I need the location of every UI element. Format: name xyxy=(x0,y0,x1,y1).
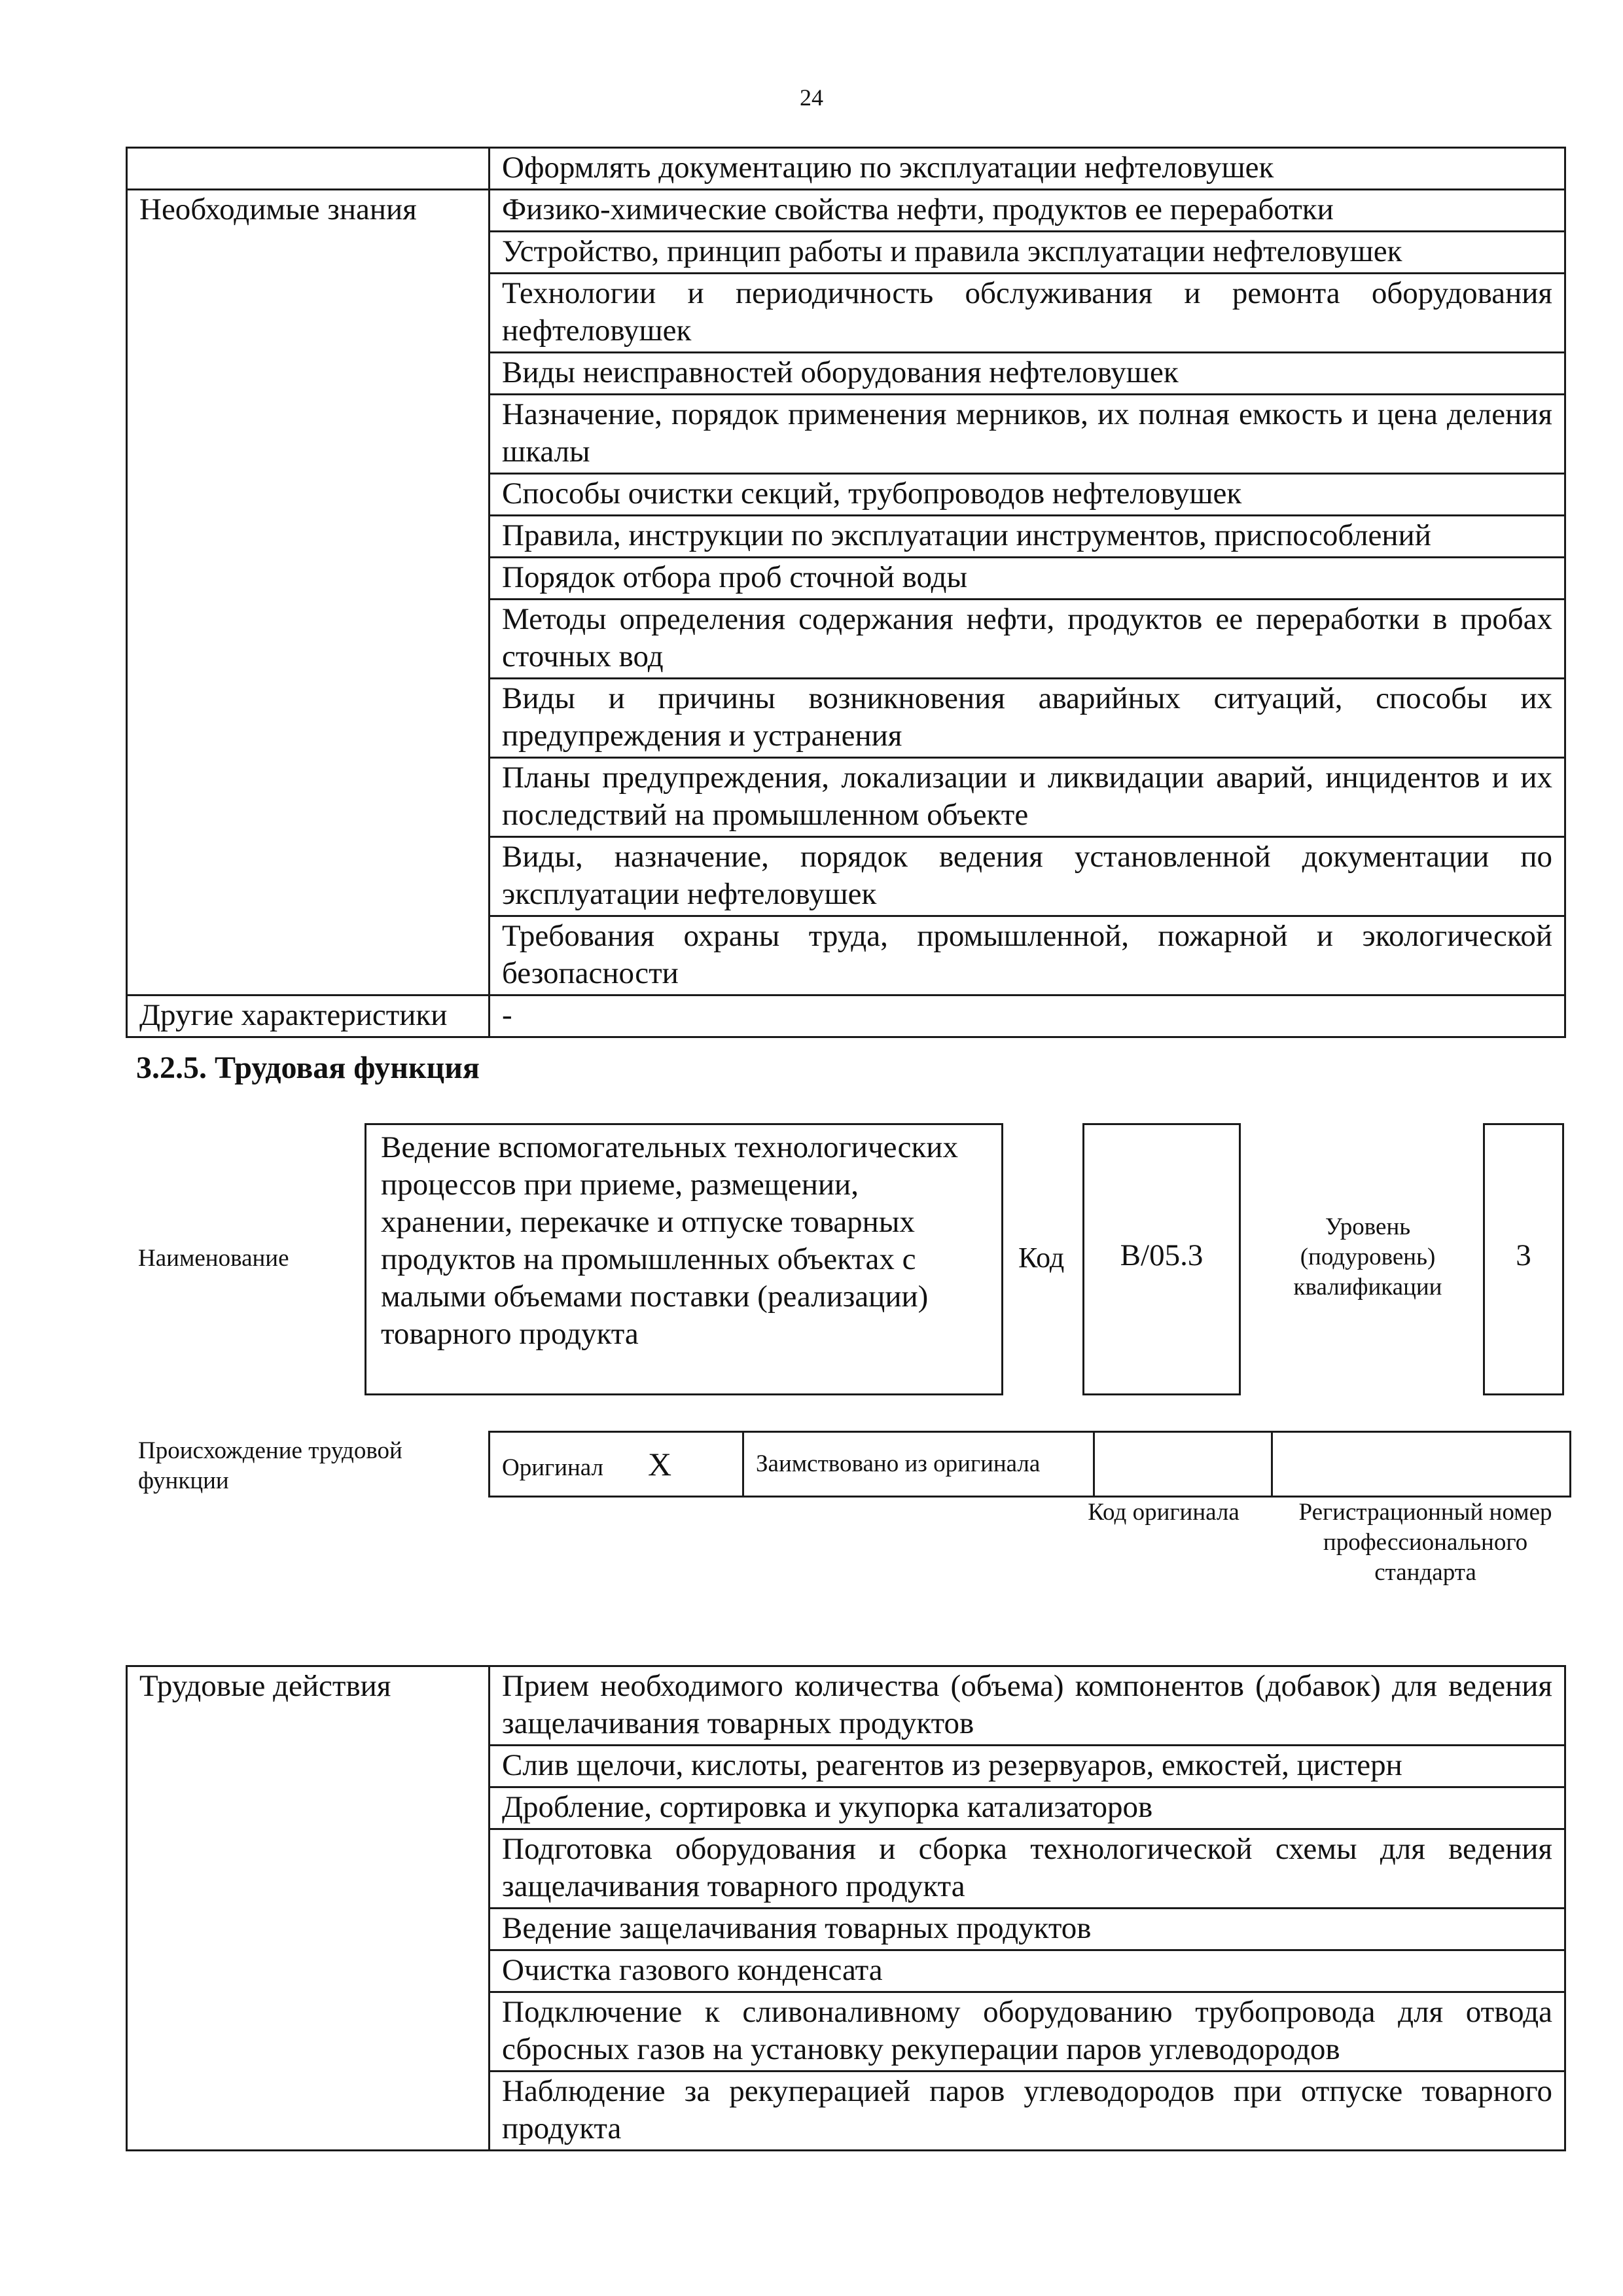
row-text: Виды, назначение, порядок ведения установленной документации по эксплуатации нефтеловушек xyxy=(490,837,1565,916)
code-caption: Код оригинала xyxy=(1088,1499,1240,1526)
row-text: Наблюдение за рекуперацией паров углеводородов при отпуске товарного продукта xyxy=(490,2072,1565,2151)
row-text: Прием необходимого количества (объема) компонентов (добавок) для ведения защелачивания товарных продуктов xyxy=(490,1666,1565,1746)
row-label xyxy=(127,148,490,190)
row-text: Планы предупреждения, локализации и ликвидации аварий, инцидентов и их последствий на промышленном объекте xyxy=(490,758,1565,837)
original-cell xyxy=(490,1432,743,1497)
row-text: - xyxy=(490,996,1565,1037)
table-row xyxy=(127,996,1565,1037)
row-text: Устройство, принцип работы и правила эксплуатации нефтеловушек xyxy=(490,232,1565,274)
row-text: Ведение защелачивания товарных продуктов xyxy=(490,1909,1565,1950)
row-text: Способы очистки секций, трубопроводов нефтеловушек xyxy=(490,474,1565,516)
row-text: Методы определения содержания нефти, продуктов ее переработки в пробах сточных вод xyxy=(490,600,1565,679)
borrowed-label: Заимствовано из оригинала xyxy=(743,1432,1094,1497)
row-text: Дробление, сортировка и укупорка катализаторов xyxy=(490,1787,1565,1829)
table-row xyxy=(490,1432,1571,1497)
row-text: Подготовка оборудования и сборка технологической схемы для ведения защелачивания товарного продукта xyxy=(490,1829,1565,1909)
registration-number-cell xyxy=(1272,1432,1571,1497)
actions-table xyxy=(126,1665,1566,2151)
row-text: Правила, инструкции по эксплуатации инструментов, приспособлений xyxy=(490,516,1565,558)
row-text: Подключение к сливоналивному оборудованию трубопровода для отвода сбросных газов на установку рекуперации паров углеводородов xyxy=(490,1992,1565,2072)
page-number: 24 xyxy=(800,84,823,111)
table-row xyxy=(127,190,1565,232)
level-label: Уровень (подуровень) квалификации xyxy=(1293,1213,1442,1300)
row-text: Виды неисправностей оборудования нефтеловушек xyxy=(490,353,1565,395)
original-code-cell xyxy=(1094,1432,1272,1497)
origin-table xyxy=(488,1431,1571,1498)
registration-caption: Регистрационный номер профессионального стандарта xyxy=(1298,1499,1552,1586)
function-name-box: Ведение вспомогательных технологических процессов при приеме, размещении, хранении, перекачке и отпуске товарных продуктов на промышленных объектах с малыми объемами поставки (реализации) товарного продукта xyxy=(365,1123,1003,1395)
name-label: Наименование xyxy=(138,1245,289,1272)
table-row xyxy=(127,148,1565,190)
section-title: 3.2.5. Трудовая функция xyxy=(136,1050,480,1085)
row-text: Порядок отбора проб сточной воды xyxy=(490,558,1565,600)
knowledge-table xyxy=(126,147,1566,1038)
code-box: B/05.3 xyxy=(1082,1123,1241,1395)
origin-label: Происхождение трудовой функции xyxy=(138,1437,402,1494)
row-label-other-characteristics: Другие характеристики xyxy=(127,996,490,1037)
row-text: Слив щелочи, кислоты, реагентов из резервуаров, емкостей, цистерн xyxy=(490,1746,1565,1787)
row-text: Виды и причины возникновения аварийных ситуаций, способы их предупреждения и устранения xyxy=(490,679,1565,758)
row-text: Требования охраны труда, промышленной, пожарной и экологической безопасности xyxy=(490,916,1565,996)
original-label: Оригинал xyxy=(502,1454,604,1481)
row-text: Оформлять документацию по эксплуатации нефтеловушек xyxy=(490,148,1565,190)
table-row xyxy=(127,1666,1565,1746)
code-label: Код xyxy=(1018,1242,1065,1274)
row-text: Физико-химические свойства нефти, продуктов ее переработки xyxy=(490,190,1565,232)
row-text: Назначение, порядок применения мерников, их полная емкость и цена деления шкалы xyxy=(490,395,1565,474)
row-label-required-knowledge: Необходимые знания xyxy=(127,190,490,996)
row-label-labor-actions: Трудовые действия xyxy=(127,1666,490,2151)
level-box: 3 xyxy=(1483,1123,1564,1395)
original-mark: X xyxy=(648,1446,672,1482)
row-text: Очистка газового конденсата xyxy=(490,1950,1565,1992)
row-text: Технологии и периодичность обслуживания и ремонта оборудования нефтеловушек xyxy=(490,274,1565,353)
